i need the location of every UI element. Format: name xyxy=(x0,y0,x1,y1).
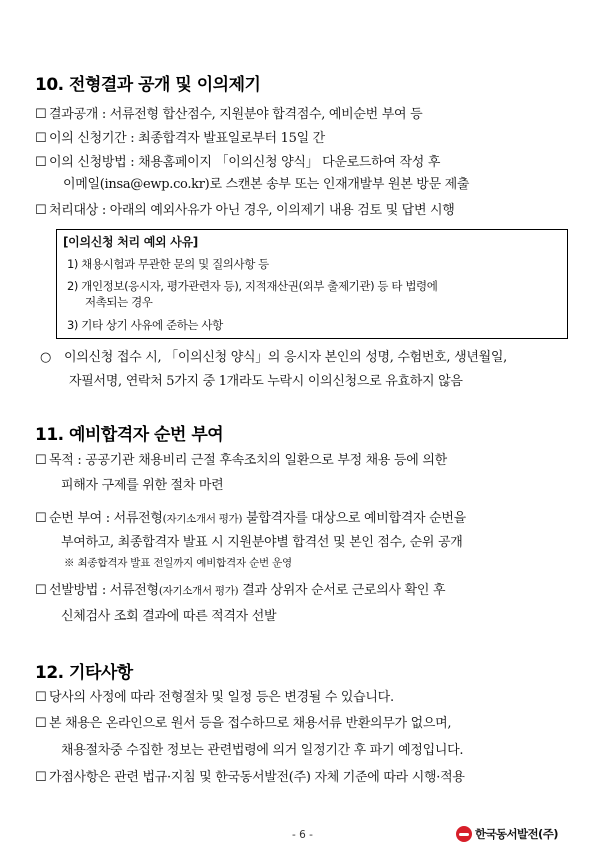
checkbox-bullet-icon: ☐ xyxy=(35,770,47,785)
exception-item: 3) 기타 상기 사유에 준하는 사항 xyxy=(67,318,223,332)
list-item-continuation: 피해자 구제를 위한 절차 마련 xyxy=(61,478,224,493)
list-item: ☐ 가점사항은 관련 법규·지침 및 한국동서발전(주) 자체 기준에 따라 시행·적용 xyxy=(35,770,465,785)
list-item: ☐ 결과공개 : 서류전형 합산점수, 지원분야 합격점수, 예비순번 부여 등 xyxy=(35,107,423,122)
checkbox-bullet-icon: ☐ xyxy=(35,716,47,731)
circle-bullet-icon: ○ xyxy=(40,350,52,365)
exception-item: 1) 채용시험과 무관한 문의 및 질의사항 등 xyxy=(67,257,269,271)
circle-note-continuation: 자필서명, 연락처 5가지 중 1개라도 누락시 이의신청으로 유효하지 않음 xyxy=(69,374,463,389)
company-logo-text: 한국동서발전(주) xyxy=(475,827,558,841)
page-number: - 6 - xyxy=(292,829,313,841)
checkbox-bullet-icon: ☐ xyxy=(35,155,47,170)
circle-note: ○ 이의신청 접수 시, 「이의신청 양식」의 응시자 본인의 성명, 수험번호, 생년월일, xyxy=(40,350,507,365)
checkbox-bullet-icon: ☐ xyxy=(35,107,47,122)
checkbox-bullet-icon: ☐ xyxy=(35,511,47,526)
company-logo xyxy=(456,825,558,843)
list-item-continuation: 채용절차중 수집한 정보는 관련법령에 의거 일정기간 후 파기 예정입니다. xyxy=(61,743,464,758)
exception-item: 2) 개인정보(응시자, 평가관련자 등), 지적재산권(외부 출제기관) 등 타 법령에 xyxy=(67,279,438,293)
section-12-title: 12. 기타사항 xyxy=(35,663,133,683)
list-item: ☐ 이의 신청방법 : 채용홈페이지 「이의신청 양식」 다운로드하여 작성 후 xyxy=(35,155,441,170)
list-item: ☐ 선발방법 : 서류전형(자기소개서 평가) 결과 상위자 순서로 근로의사 확인 후 xyxy=(35,583,446,598)
list-item: ☐ 처리대상 : 아래의 예외사유가 아닌 경우, 이의제기 내용 검토 및 답변 시행 xyxy=(35,203,455,218)
checkbox-bullet-icon: ☐ xyxy=(35,583,47,598)
list-item: ☐ 당사의 사정에 따라 전형절차 및 일정 등은 변경될 수 있습니다. xyxy=(35,690,394,705)
list-item: ☐ 본 채용은 온라인으로 원서 등을 접수하므로 채용서류 반환의무가 없으며, xyxy=(35,716,452,731)
exception-box-title: [이의신청 처리 예외 사유] xyxy=(63,235,198,249)
list-item: ☐ 순번 부여 : 서류전형(자기소개서 평가) 불합격자를 대상으로 예비합격자 순번을 xyxy=(35,511,466,526)
exception-item-continuation: 저촉되는 경우 xyxy=(85,295,153,309)
checkbox-bullet-icon: ☐ xyxy=(35,690,47,705)
ewp-logo-icon xyxy=(456,826,472,842)
checkbox-bullet-icon: ☐ xyxy=(35,453,47,468)
list-item-continuation: 부여하고, 최종합격자 발표 시 지원분야별 합격선 및 본인 점수, 순위 공개 xyxy=(61,535,463,550)
list-item: ☐ 목적 : 공공기관 채용비리 근절 후속조치의 일환으로 부정 채용 등에 의한 xyxy=(35,453,447,468)
list-item-continuation: 신체검사 조회 결과에 따른 적격자 선발 xyxy=(61,609,277,624)
note-text: ※ 최종합격자 발표 전일까지 예비합격자 순번 운영 xyxy=(64,557,292,569)
list-item-continuation: 이메일(insa@ewp.co.kr)로 스캔본 송부 또는 인재개발부 원본 방문 제출 xyxy=(63,177,470,192)
section-11-title: 11. 예비합격자 순번 부여 xyxy=(35,425,224,445)
checkbox-bullet-icon: ☐ xyxy=(35,203,47,218)
section-10-title: 10. 전형결과 공개 및 이의제기 xyxy=(35,75,261,95)
checkbox-bullet-icon: ☐ xyxy=(35,131,47,146)
exception-box xyxy=(56,229,568,339)
list-item: ☐ 이의 신청기간 : 최종합격자 발표일로부터 15일 간 xyxy=(35,131,325,146)
